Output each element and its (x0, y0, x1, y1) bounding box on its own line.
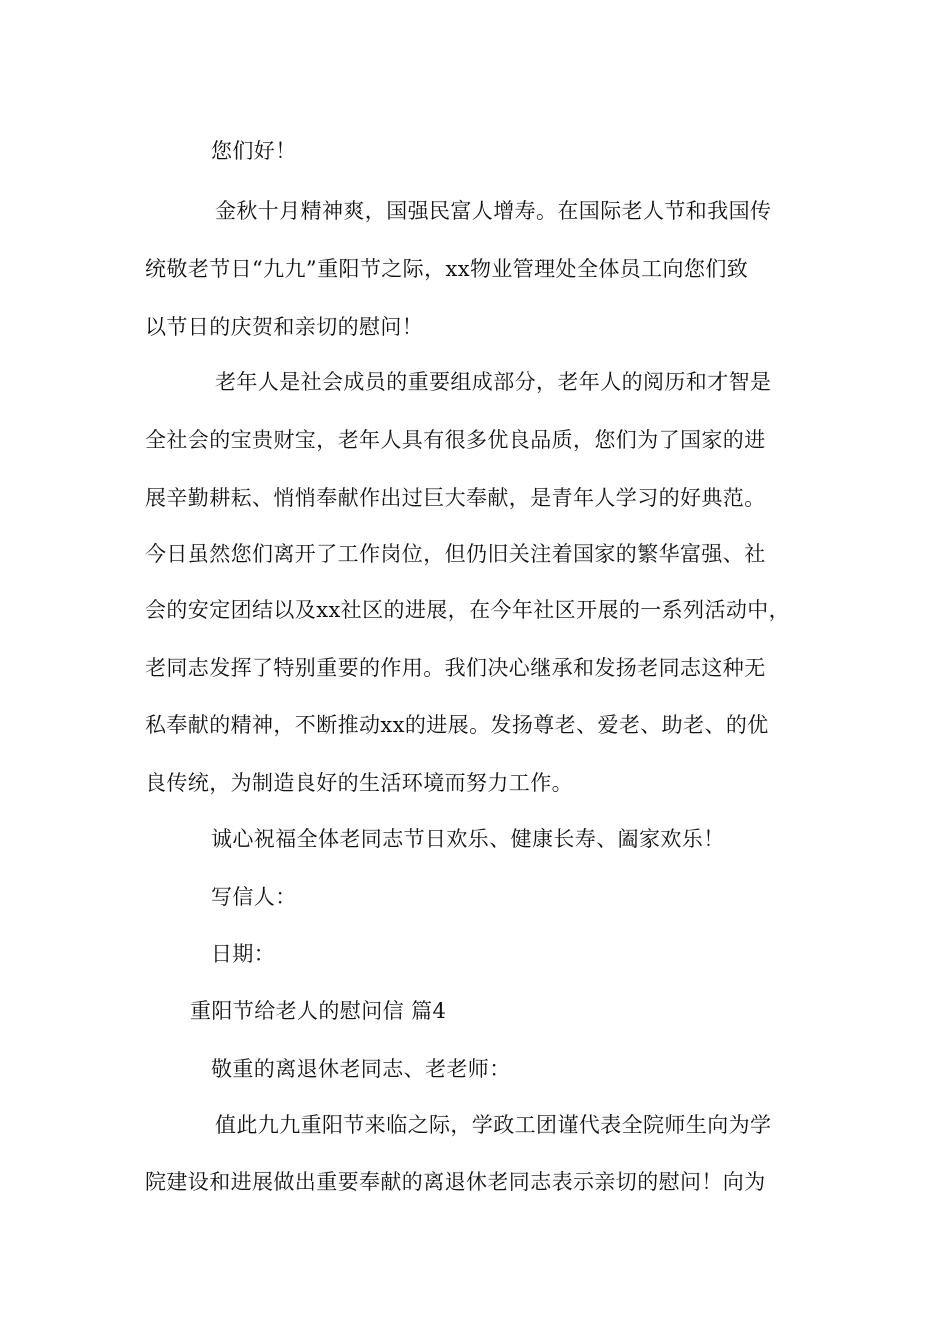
blessing-line: 诚心祝福全体老同志节日欢乐、健康长寿、阖家欢乐！ (211, 827, 725, 851)
paragraph-2-line-2: 全社会的宝贵财宝，老年人具有很多优良品质，您们为了国家的进 (145, 428, 766, 452)
paragraph-2-line-3: 展辛勤耕耘、悄悄奉献作出过巨大奉献，是青年人学习的好典范。 (145, 486, 766, 510)
paragraph-1-line-2: 统敬老节日“九九”重阳节之际，xx物业管理处全体员工向您们致 (145, 257, 749, 281)
paragraph-3-line-1: 值此九九重阳节来临之际，学政工团谨代表全院师生向为学 (215, 1113, 772, 1137)
writer-line: 写信人： (211, 885, 297, 909)
paragraph-1-line-3: 以节日的庆贺和亲切的慰问！ (145, 315, 424, 339)
paragraph-1-line-1: 金秋十月精神爽，国强民富人增寿。在国际老人节和我国传 (215, 199, 772, 223)
paragraph-2-line-8: 良传统，为制造良好的生活环境而努力工作。 (145, 771, 573, 795)
paragraph-3-line-2: 院建设和进展做出重要奉献的离退休老同志表示亲切的慰问！向为 (145, 1170, 766, 1194)
paragraph-2-line-7: 私奉献的精神，不断推动xx的进展。发扬尊老、爱老、助老、的优 (145, 713, 769, 737)
date-line: 日期： (211, 942, 276, 966)
paragraph-2-line-1: 老年人是社会成员的重要组成部分，老年人的阅历和才智是 (215, 370, 772, 394)
paragraph-2-line-6: 老同志发挥了特别重要的作用。我们决心继承和发扬老同志这种无 (145, 656, 766, 680)
paragraph-2-line-4: 今日虽然您们离开了工作岗位，但仍旧关注着国家的繁华富强、社 (145, 542, 766, 566)
salutation-line: 敬重的离退休老同志、老老师： (211, 1057, 511, 1081)
greeting-line: 您们好！ (211, 139, 297, 163)
paragraph-2-line-5: 会的安定团结以及xx社区的进展，在今年社区开展的一系列活动中， (145, 598, 791, 622)
section-heading: 重阳节给老人的慰问信 篇4 (190, 999, 447, 1023)
